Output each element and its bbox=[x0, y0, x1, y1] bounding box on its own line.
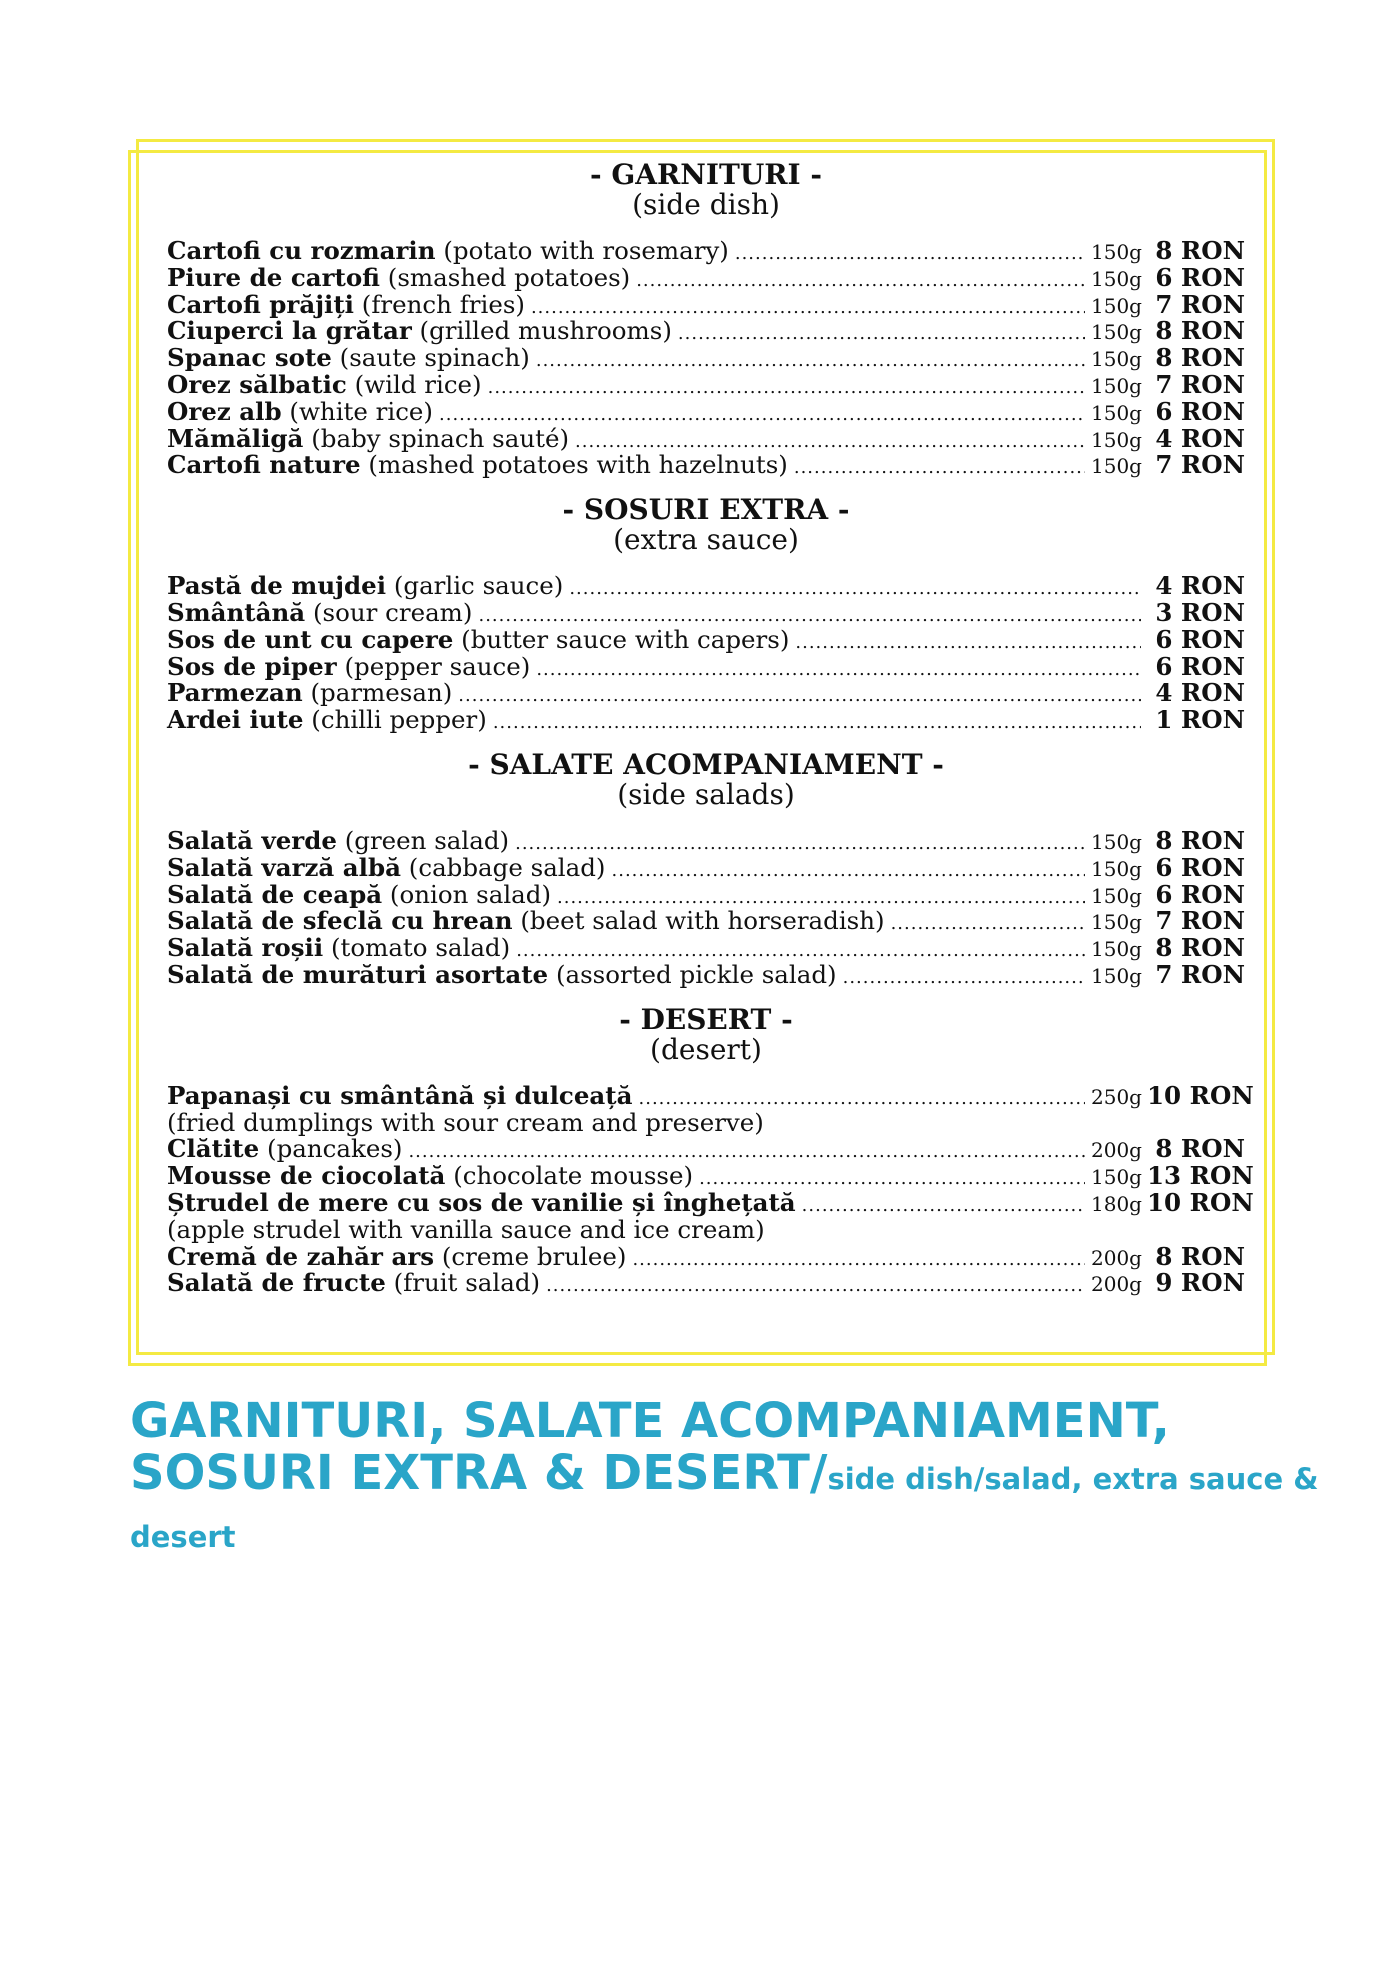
item-name: Cartofi nature bbox=[167, 450, 361, 480]
item-price: 8 RON bbox=[1155, 316, 1245, 346]
menu-item bbox=[167, 396, 1245, 426]
item-name: Cremă de zahăr ars bbox=[167, 1241, 435, 1271]
item-price: 8 RON bbox=[1155, 1241, 1245, 1271]
item-description: (french fries) bbox=[361, 289, 525, 319]
menu-item bbox=[167, 624, 1245, 654]
section-subtitle: (desert) bbox=[650, 1032, 762, 1066]
menu-item bbox=[167, 573, 1245, 600]
item-description: (parmesan) bbox=[310, 678, 453, 708]
item-name: Salată varză albă bbox=[167, 852, 401, 882]
item-price: 8 RON bbox=[1155, 1134, 1245, 1164]
item-price: 6 RON bbox=[1155, 852, 1245, 882]
item-name: Salată de sfeclă cu hrean bbox=[167, 906, 513, 936]
leader-dots bbox=[493, 710, 1141, 737]
item-description: (beet salad with horseradish) bbox=[520, 906, 885, 936]
item-name: Ardei iute bbox=[167, 705, 304, 735]
leader-dots bbox=[458, 683, 1141, 710]
section-subtitle: (side salads) bbox=[617, 777, 795, 811]
item-name: Clătite bbox=[167, 1134, 260, 1164]
item-name: Papanași cu smântână și dulceață bbox=[167, 1080, 633, 1110]
item-description: (green salad) bbox=[344, 825, 510, 855]
menu-item bbox=[167, 289, 1245, 319]
item-price: 7 RON bbox=[1155, 450, 1245, 480]
item-description: (assorted pickle salad) bbox=[555, 959, 837, 989]
item-weight: 200g bbox=[1091, 1138, 1142, 1163]
item-weight: 150g bbox=[1091, 856, 1142, 881]
item-weight: 150g bbox=[1091, 373, 1142, 398]
item-price: 6 RON bbox=[1155, 879, 1245, 909]
leader-dots bbox=[794, 455, 1085, 482]
item-name: Spanac sote bbox=[167, 343, 332, 373]
menu-section bbox=[167, 495, 1245, 734]
item-description: (sour cream) bbox=[312, 597, 473, 627]
item-description: (onion salad) bbox=[389, 879, 552, 909]
menu-item bbox=[167, 935, 1245, 962]
menu-item bbox=[167, 1136, 1245, 1163]
item-weight: 150g bbox=[1091, 910, 1142, 935]
leader-dots bbox=[488, 375, 1085, 402]
item-name: Sos de unt cu capere bbox=[167, 624, 454, 654]
item-price: 6 RON bbox=[1155, 651, 1245, 681]
item-description: (fruit salad) bbox=[393, 1268, 541, 1298]
item-name: Piure de cartofi bbox=[167, 262, 380, 292]
item-weight: 150g bbox=[1091, 293, 1142, 318]
menu-item bbox=[167, 318, 1245, 345]
item-name: Smântână bbox=[167, 597, 306, 627]
menu-item bbox=[167, 825, 1245, 855]
page-footer-title bbox=[130, 1395, 1400, 1563]
item-description: (pancakes) bbox=[267, 1134, 403, 1164]
item-description: (saute spinach) bbox=[339, 343, 530, 373]
menu-list bbox=[167, 158, 1254, 1313]
item-name: Orez sălbatic bbox=[167, 369, 347, 399]
item-weight: 250g bbox=[1091, 1084, 1142, 1109]
item-price: 6 RON bbox=[1155, 262, 1245, 292]
item-description: (white rice) bbox=[289, 396, 433, 426]
menu-item bbox=[167, 238, 1245, 265]
footer-line-2-subtitle: side dish/salad, extra sauce & desert bbox=[130, 1462, 1319, 1554]
item-price: 10 RON bbox=[1147, 1187, 1254, 1217]
item-price: 3 RON bbox=[1155, 597, 1245, 627]
item-price: 7 RON bbox=[1155, 289, 1245, 319]
item-description: (potato with rosemary) bbox=[443, 236, 729, 265]
item-name: Ștrudel de mere cu sos de vanilie și înghețată bbox=[167, 1187, 796, 1217]
item-weight: 150g bbox=[1091, 963, 1142, 988]
leader-dots bbox=[795, 630, 1141, 657]
section-title: - DESERT - bbox=[619, 1002, 793, 1036]
item-price: 4 RON bbox=[1155, 571, 1245, 601]
item-weight: 150g bbox=[1091, 400, 1142, 425]
item-description: (creme brulee) bbox=[441, 1241, 627, 1271]
leader-dots bbox=[678, 321, 1085, 348]
menu-item bbox=[167, 680, 1245, 707]
item-name: Mousse de ciocolată bbox=[167, 1161, 446, 1191]
item-name: Salată de ceapă bbox=[167, 879, 383, 909]
item-weight: 200g bbox=[1091, 1272, 1142, 1297]
section-subtitle: (extra sauce) bbox=[613, 523, 799, 557]
item-weight: 150g bbox=[1091, 427, 1142, 452]
item-description: (garlic sauce) bbox=[393, 571, 564, 601]
menu-item bbox=[167, 452, 1245, 479]
item-weight: 150g bbox=[1091, 937, 1142, 962]
item-name: Mămăligă bbox=[167, 423, 304, 453]
menu-item bbox=[167, 1161, 1254, 1191]
leader-dots bbox=[843, 965, 1085, 992]
item-weight: 150g bbox=[1091, 883, 1142, 908]
item-weight: 150g bbox=[1091, 454, 1142, 479]
item-description: (smashed potatoes) bbox=[387, 262, 631, 292]
item-description: (fried dumplings with sour cream and preserve) bbox=[167, 1107, 764, 1137]
item-name: Salată roșii bbox=[167, 933, 324, 963]
item-name: Parmezan bbox=[167, 678, 303, 708]
item-weight: 180g bbox=[1091, 1191, 1142, 1216]
menu-item bbox=[167, 651, 1245, 681]
item-weight: 150g bbox=[1091, 347, 1142, 372]
menu-item bbox=[167, 369, 1245, 399]
leader-dots bbox=[569, 576, 1141, 603]
item-description: (butter sauce with capers) bbox=[461, 624, 790, 654]
leader-dots bbox=[612, 858, 1086, 885]
item-name: Sos de piper bbox=[167, 651, 337, 681]
section-title: - SOSURI EXTRA - bbox=[562, 493, 850, 527]
menu-item bbox=[167, 1241, 1245, 1271]
menu-item bbox=[167, 423, 1245, 453]
item-price: 7 RON bbox=[1155, 906, 1245, 936]
item-description: (baby spinach sauté) bbox=[311, 423, 570, 453]
item-price: 4 RON bbox=[1155, 423, 1245, 453]
menu-item bbox=[167, 1270, 1245, 1297]
menu-item bbox=[167, 959, 1245, 989]
item-description: (grilled mushrooms) bbox=[419, 316, 672, 346]
item-name: Cartofi cu rozmarin bbox=[167, 236, 436, 265]
item-description: (chilli pepper) bbox=[311, 705, 487, 735]
section-title: - SALATE ACOMPANIAMENT - bbox=[468, 747, 944, 781]
item-description: (mashed potatoes with hazelnuts) bbox=[368, 450, 788, 480]
item-weight: 200g bbox=[1091, 1245, 1142, 1270]
item-price: 6 RON bbox=[1155, 624, 1245, 654]
item-description: (tomato salad) bbox=[330, 933, 511, 963]
leader-dots bbox=[891, 911, 1085, 938]
menu-item bbox=[167, 1080, 1254, 1110]
item-name: Salată de murături asortate bbox=[167, 959, 549, 989]
leader-dots bbox=[636, 268, 1085, 295]
item-description: (pepper sauce) bbox=[344, 651, 531, 681]
item-price: 1 RON bbox=[1155, 705, 1245, 735]
item-description: (chocolate mousse) bbox=[453, 1161, 694, 1191]
item-weight: 150g bbox=[1091, 1165, 1142, 1190]
footer-line-1: GARNITURI, SALATE ACOMPANIAMENT, bbox=[130, 1393, 1170, 1449]
item-price: 10 RON bbox=[1147, 1080, 1254, 1110]
menu-item bbox=[167, 707, 1245, 734]
item-description: (apple strudel with vanilla sauce and ice cream) bbox=[167, 1214, 765, 1244]
menu-item bbox=[167, 262, 1245, 292]
item-weight: 150g bbox=[1091, 829, 1142, 854]
leader-dots bbox=[536, 348, 1085, 375]
item-weight: 150g bbox=[1091, 240, 1142, 264]
item-description: (wild rice) bbox=[354, 369, 482, 399]
item-name: Pastă de mujdei bbox=[167, 571, 387, 601]
leader-dots bbox=[536, 657, 1141, 684]
item-price: 7 RON bbox=[1155, 369, 1245, 399]
item-price: 4 RON bbox=[1155, 678, 1245, 708]
item-price: 8 RON bbox=[1155, 825, 1245, 855]
item-price: 7 RON bbox=[1155, 959, 1245, 989]
item-price: 8 RON bbox=[1155, 933, 1245, 963]
leader-dots bbox=[632, 1247, 1085, 1274]
menu-item bbox=[167, 597, 1245, 627]
item-name: Cartofi prăjiți bbox=[167, 289, 354, 319]
item-name: Orez alb bbox=[167, 396, 282, 426]
menu-item bbox=[167, 852, 1245, 882]
menu-item bbox=[167, 345, 1245, 372]
item-price: 6 RON bbox=[1155, 396, 1245, 426]
footer-line-2 bbox=[130, 1447, 1400, 1563]
item-name: Salată verde bbox=[167, 825, 337, 855]
item-price: 13 RON bbox=[1147, 1161, 1254, 1191]
item-weight: 150g bbox=[1091, 266, 1142, 291]
item-weight: 150g bbox=[1091, 320, 1142, 345]
menu-section bbox=[167, 1002, 1254, 1298]
leader-dots bbox=[546, 1273, 1085, 1300]
section-subtitle: (side dish) bbox=[632, 188, 780, 221]
menu-item bbox=[167, 879, 1245, 909]
menu-section bbox=[167, 747, 1245, 989]
menu-section bbox=[167, 160, 1245, 479]
leader-dots bbox=[735, 241, 1085, 268]
item-name: Salată de fructe bbox=[167, 1268, 386, 1298]
item-price: 9 RON bbox=[1155, 1268, 1245, 1298]
section-title: - GARNITURI - bbox=[590, 158, 822, 191]
item-price: 8 RON bbox=[1155, 236, 1245, 265]
menu-item bbox=[167, 1187, 1254, 1217]
footer-line-2-main: SOSURI EXTRA & DESERT/ bbox=[130, 1445, 828, 1501]
item-name: Ciuperci la grătar bbox=[167, 316, 412, 346]
menu-item bbox=[167, 908, 1245, 935]
leader-dots bbox=[802, 1193, 1085, 1220]
item-description: (cabbage salad) bbox=[408, 852, 606, 882]
item-price: 8 RON bbox=[1155, 343, 1245, 373]
